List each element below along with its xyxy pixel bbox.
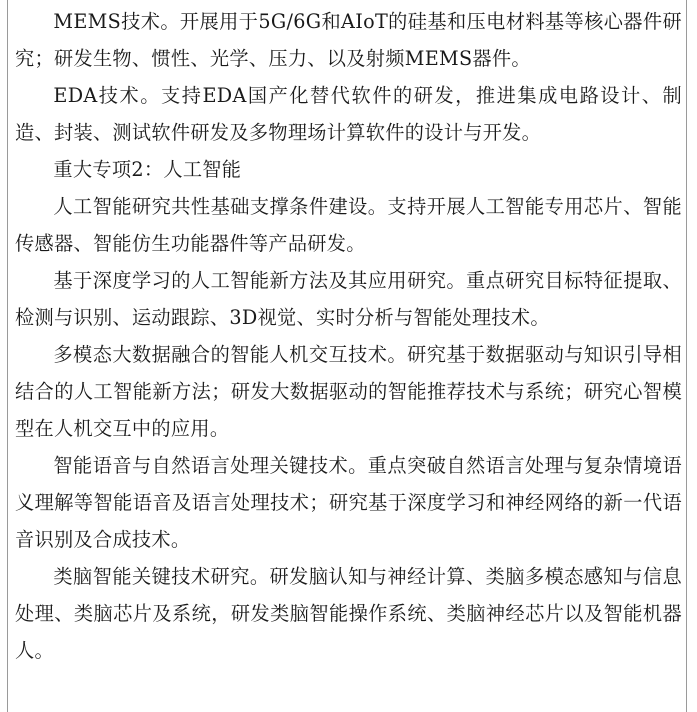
paragraph-deep-learning: 基于深度学习的人工智能新方法及其应用研究。重点研究目标特征提取、检测与识别、运动跟踪、3D视觉、实时分析与智能处理技术。 — [15, 269, 682, 329]
paragraph-brain-inspired: 类脑智能关键技术研究。研发脑认知与神经计算、类脑多模态感知与信息处理、类脑芯片及系统，研发类脑智能操作系统、类脑神经芯片以及智能机器人。 — [15, 565, 682, 662]
document-body — [15, 3, 682, 669]
section-heading-ai: 重大专项2：人工智能 — [53, 158, 242, 181]
paragraph-mems: MEMS技术。开展用于5G/6G和AIoT的硅基和压电材料基等核心器件研究；研发生物、惯性、光学、压力、以及射频MEMS器件。 — [15, 10, 682, 70]
paragraph-eda: EDA技术。支持EDA国产化替代软件的研发，推进集成电路设计、制造、封装、测试软件研发及多物理场计算软件的设计与开发。 — [15, 84, 682, 144]
paragraph-ai-infrastructure: 人工智能研究共性基础支撑条件建设。支持开展人工智能专用芯片、智能传感器、智能仿生功能器件等产品研发。 — [15, 195, 682, 255]
paragraph-multimodal-interaction: 多模态大数据融合的智能人机交互技术。研究基于数据驱动与知识引导相结合的人工智能新方法；研发大数据驱动的智能推荐技术与系统；研究心智模型在人机交互中的应用。 — [15, 343, 682, 440]
paragraph-speech-nlp: 智能语音与自然语言处理关键技术。重点突破自然语言处理与复杂情境语义理解等智能语音及语言处理技术；研究基于深度学习和神经网络的新一代语音识别及合成技术。 — [15, 454, 682, 551]
